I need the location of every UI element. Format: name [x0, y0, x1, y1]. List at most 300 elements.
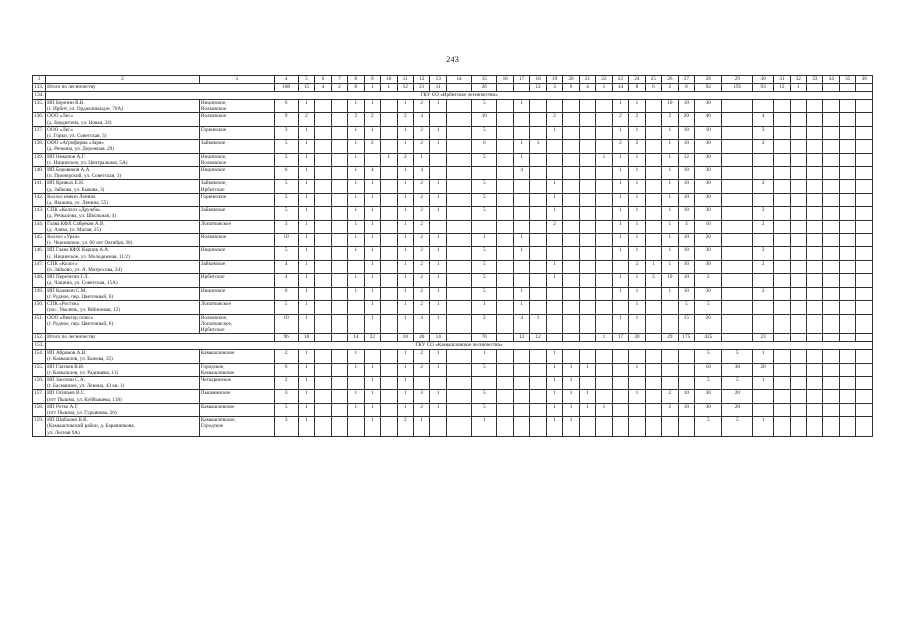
value-cell — [678, 417, 694, 437]
value-cell — [596, 140, 612, 153]
value-cell: 1 — [397, 247, 413, 260]
value-cell — [790, 140, 806, 153]
organization-cell — [46, 287, 200, 300]
value-cell: 1 — [579, 363, 595, 376]
value-cell: 1 — [397, 260, 413, 273]
value-cell — [446, 140, 471, 153]
value-cell — [645, 180, 661, 193]
value-cell — [823, 390, 839, 403]
value-cell — [823, 84, 839, 92]
value-cell — [513, 376, 529, 389]
value-cell — [596, 113, 612, 126]
value-cell: 20 — [722, 390, 753, 403]
row-number: 141. — [33, 180, 46, 193]
row-number: 149. — [33, 287, 46, 300]
value-cell: 1 — [612, 220, 628, 233]
organization-cell — [46, 220, 200, 233]
value-cell: 2 — [364, 140, 380, 153]
value-cell — [315, 126, 331, 139]
row-number: 159. — [33, 417, 46, 437]
value-cell: 1 — [790, 84, 806, 92]
district-cell — [199, 350, 274, 363]
value-cell: 1 — [397, 234, 413, 247]
organization-address: (с. Ницинское, ул. Центральная, 5А) — [47, 159, 128, 166]
value-cell: 1 — [397, 180, 413, 193]
value-cell: 2 — [662, 113, 678, 126]
value-cell: 1 — [298, 403, 314, 416]
value-cell — [348, 376, 364, 389]
value-cell — [546, 153, 562, 166]
value-cell: 5 — [722, 350, 753, 363]
district-name: Ирбитское — [200, 326, 225, 333]
value-cell — [381, 234, 397, 247]
value-cell: 20 — [753, 363, 774, 376]
value-cell: 2 — [348, 113, 364, 126]
organization-cell — [46, 314, 200, 334]
value-cell — [612, 390, 628, 403]
table-row — [33, 126, 873, 139]
value-cell: 10 — [695, 126, 722, 139]
value-cell — [331, 220, 347, 233]
value-cell — [381, 287, 397, 300]
district-name: Камышловское — [200, 403, 235, 410]
value-cell — [839, 274, 855, 287]
district-name: Четкаринское — [200, 376, 232, 383]
value-cell — [856, 363, 873, 376]
value-cell: 1 — [298, 140, 314, 153]
value-cell: 1 — [413, 153, 429, 166]
value-cell — [530, 153, 546, 166]
value-cell — [579, 417, 595, 437]
value-cell: 1 — [612, 207, 628, 220]
value-cell — [546, 301, 562, 314]
value-cell — [856, 403, 873, 416]
value-cell — [612, 417, 628, 437]
value-cell — [856, 247, 873, 260]
value-cell — [579, 167, 595, 180]
district-name: Волковское, — [200, 314, 228, 321]
value-cell — [839, 220, 855, 233]
value-cell: 3 — [753, 126, 774, 139]
row-number: 140. — [33, 167, 46, 180]
value-cell: 10 — [662, 100, 678, 113]
value-cell — [446, 417, 471, 437]
value-cell — [497, 301, 513, 314]
value-cell — [856, 274, 873, 287]
row-number: 156. — [33, 376, 46, 389]
table-row — [33, 390, 873, 403]
table-row — [33, 314, 873, 334]
value-cell — [430, 220, 446, 233]
value-cell — [530, 403, 546, 416]
value-cell: 17 — [612, 334, 628, 342]
organization-address: (д. Якшина, ул. Ленина, 55) — [47, 200, 109, 207]
value-cell — [472, 167, 497, 180]
value-cell — [497, 260, 513, 273]
value-cell — [823, 403, 839, 416]
value-cell: 2 — [753, 140, 774, 153]
organization-name: ИП Шибалин В.В. — [47, 417, 88, 424]
row-number: 153. — [33, 342, 46, 350]
organization-name: ООО «Вектор плюс» — [47, 314, 94, 321]
table-row — [33, 193, 873, 206]
value-cell — [446, 363, 471, 376]
value-cell — [774, 350, 790, 363]
value-cell: 1 — [596, 403, 612, 416]
value-cell — [315, 314, 331, 334]
value-cell — [563, 153, 579, 166]
value-cell: 5 — [472, 193, 497, 206]
organization-cell — [46, 363, 200, 376]
district-cell — [199, 403, 274, 416]
district-cell — [199, 274, 274, 287]
organization-name: СПК «Росток» — [47, 301, 80, 308]
value-cell — [596, 417, 612, 437]
value-cell: 1 — [430, 314, 446, 334]
header-cell: 13 — [430, 76, 446, 84]
value-cell — [823, 247, 839, 260]
page-number: 243 — [446, 54, 459, 64]
value-cell — [839, 193, 855, 206]
value-cell — [331, 193, 347, 206]
value-cell — [315, 140, 331, 153]
value-cell: 20 — [678, 113, 694, 126]
value-cell: 3 — [274, 220, 298, 233]
value-cell: 1 — [629, 207, 645, 220]
value-cell: 1 — [430, 100, 446, 113]
value-cell — [807, 334, 823, 342]
value-cell — [315, 334, 331, 342]
value-cell: 2 — [413, 207, 429, 220]
value-cell — [446, 234, 471, 247]
value-cell: 10 — [472, 113, 497, 126]
value-cell — [722, 153, 753, 166]
value-cell — [530, 390, 546, 403]
value-cell: 30 — [695, 153, 722, 166]
value-cell: 5 — [274, 207, 298, 220]
value-cell: 4 — [413, 167, 429, 180]
value-cell: 2 — [413, 274, 429, 287]
value-cell — [546, 167, 562, 180]
value-cell: 5 — [274, 403, 298, 416]
value-cell — [807, 363, 823, 376]
value-cell — [856, 193, 873, 206]
value-cell: 2 — [413, 234, 429, 247]
organization-address: (д. Зайкова, ул. Быкова, 3) — [47, 186, 105, 193]
value-cell — [381, 417, 397, 437]
header-cell: 9 — [364, 76, 380, 84]
value-cell: 1 — [546, 180, 562, 193]
value-cell — [497, 126, 513, 139]
value-cell: 1 — [629, 126, 645, 139]
value-cell — [497, 84, 513, 92]
value-cell — [430, 153, 446, 166]
value-cell: 1 — [364, 234, 380, 247]
value-cell — [774, 167, 790, 180]
value-cell: 18 — [298, 334, 314, 342]
value-cell: 10 — [678, 390, 694, 403]
value-cell: 1 — [348, 153, 364, 166]
value-cell: 8 — [629, 84, 645, 92]
value-cell — [579, 193, 595, 206]
organization-address: (г. Рудное, пер. Цветочный, 6) — [47, 293, 114, 300]
value-cell — [546, 234, 562, 247]
value-cell — [774, 363, 790, 376]
value-cell: 6 — [563, 84, 579, 92]
value-cell — [839, 167, 855, 180]
organization-cell — [46, 301, 200, 314]
header-cell: 28 — [695, 76, 722, 84]
value-cell: 10 — [678, 180, 694, 193]
value-cell: 2 — [662, 390, 678, 403]
value-cell: 1 — [348, 274, 364, 287]
value-cell: 1 — [397, 193, 413, 206]
value-cell — [629, 417, 645, 437]
organization-address: (пгт Пышма, ул. Гурьянова, 26) — [47, 409, 117, 416]
value-cell — [856, 113, 873, 126]
value-cell: 1 — [397, 350, 413, 363]
organization-cell — [46, 126, 200, 139]
value-cell: 18 — [397, 334, 413, 342]
value-cell: 1 — [298, 193, 314, 206]
value-cell — [645, 220, 661, 233]
value-cell — [774, 180, 790, 193]
value-cell — [315, 301, 331, 314]
value-cell: 1 — [596, 334, 612, 342]
organization-cell — [46, 193, 200, 206]
value-cell — [856, 350, 873, 363]
value-cell: 30 — [695, 167, 722, 180]
value-cell — [645, 334, 661, 342]
value-cell: 15 — [298, 84, 314, 92]
district-name: Лопатковское — [200, 301, 231, 308]
value-cell: 1 — [612, 100, 628, 113]
value-cell — [807, 220, 823, 233]
value-cell — [722, 193, 753, 206]
value-cell — [807, 247, 823, 260]
value-cell: 1 — [596, 153, 612, 166]
value-cell: 5 — [274, 140, 298, 153]
value-cell — [579, 247, 595, 260]
value-cell: 3 — [274, 390, 298, 403]
value-cell — [596, 260, 612, 273]
value-cell — [722, 334, 753, 342]
table-row — [33, 417, 873, 437]
value-cell: 4 — [413, 113, 429, 126]
value-cell — [497, 234, 513, 247]
header-cell: 29 — [722, 76, 753, 84]
organization-cell — [46, 274, 200, 287]
value-cell — [596, 220, 612, 233]
value-cell: 1 — [612, 247, 628, 260]
value-cell — [513, 84, 529, 92]
header-cell: 35 — [839, 76, 855, 84]
value-cell: 2 — [397, 113, 413, 126]
value-cell — [381, 126, 397, 139]
value-cell — [645, 193, 661, 206]
value-cell — [807, 234, 823, 247]
value-cell — [331, 274, 347, 287]
value-cell — [807, 113, 823, 126]
value-cell — [331, 140, 347, 153]
value-cell — [579, 126, 595, 139]
value-cell: 1 — [298, 363, 314, 376]
value-cell: 1 — [629, 234, 645, 247]
value-cell: 5 — [274, 153, 298, 166]
value-cell: 5 — [695, 301, 722, 314]
value-cell — [645, 247, 661, 260]
value-cell — [530, 234, 546, 247]
value-cell: 2 — [274, 376, 298, 389]
value-cell: 1 — [662, 234, 678, 247]
district-name: Городское, — [200, 363, 225, 370]
value-cell: 5 — [274, 180, 298, 193]
value-cell: 1 — [364, 126, 380, 139]
value-cell — [315, 247, 331, 260]
value-cell: 6 — [645, 84, 661, 92]
value-cell — [645, 126, 661, 139]
value-cell — [807, 167, 823, 180]
value-cell: 1 — [430, 126, 446, 139]
value-cell: 4 — [513, 314, 529, 334]
value-cell: 1 — [513, 140, 529, 153]
value-cell — [645, 417, 661, 437]
value-cell — [331, 167, 347, 180]
value-cell — [753, 193, 774, 206]
value-cell — [774, 207, 790, 220]
organization-address: (д. Речкина, ул. Дорожная, 29) — [47, 146, 114, 153]
district-cell — [199, 180, 274, 193]
value-cell — [645, 100, 661, 113]
value-cell — [446, 207, 471, 220]
value-cell — [348, 314, 364, 334]
value-cell: 2 — [413, 247, 429, 260]
value-cell: 1 — [298, 167, 314, 180]
value-cell — [497, 376, 513, 389]
value-cell — [839, 376, 855, 389]
value-cell: 10 — [678, 140, 694, 153]
district-cell — [199, 193, 274, 206]
value-cell — [513, 363, 529, 376]
value-cell: 1 — [629, 363, 645, 376]
value-cell — [839, 126, 855, 139]
organization-cell — [46, 167, 200, 180]
value-cell — [446, 100, 471, 113]
header-cell: 24 — [629, 76, 645, 84]
value-cell: 5 — [472, 260, 497, 273]
value-cell — [381, 334, 397, 342]
value-cell: 3 — [546, 84, 562, 92]
value-cell — [546, 100, 562, 113]
value-cell — [579, 113, 595, 126]
organization-cell — [46, 100, 200, 113]
value-cell — [774, 260, 790, 273]
value-cell: 1 — [298, 220, 314, 233]
organization-address: (с. Черновское, ул. 60 лет Октября, 36) — [47, 240, 133, 247]
value-cell: 1 — [530, 314, 546, 334]
district-cell — [199, 314, 274, 334]
value-cell — [579, 153, 595, 166]
value-cell: 10 — [662, 274, 678, 287]
value-cell — [839, 363, 855, 376]
value-cell — [563, 180, 579, 193]
header-cell: 27 — [678, 76, 694, 84]
row-number: 139. — [33, 153, 46, 166]
value-cell: 1 — [397, 167, 413, 180]
table-row — [33, 274, 873, 287]
value-cell — [662, 301, 678, 314]
value-cell — [790, 234, 806, 247]
value-cell: 1 — [513, 301, 529, 314]
value-cell — [596, 301, 612, 314]
header-cell: 2 — [46, 76, 200, 84]
value-cell: 10 — [678, 287, 694, 300]
value-cell — [446, 247, 471, 260]
value-cell — [790, 247, 806, 260]
section-title: ГКУ СО «Камышловское лесничество» — [46, 342, 873, 350]
value-cell: 4 — [274, 274, 298, 287]
value-cell — [807, 376, 823, 389]
value-cell — [315, 260, 331, 273]
value-cell: 1 — [348, 193, 364, 206]
value-cell: 14 — [348, 334, 364, 342]
value-cell — [662, 314, 678, 334]
row-number: 151. — [33, 314, 46, 334]
section-row — [33, 92, 873, 100]
value-cell — [563, 100, 579, 113]
table-row — [33, 100, 873, 113]
value-cell: 1 — [397, 363, 413, 376]
value-cell: 1 — [430, 403, 446, 416]
district-cell — [199, 100, 274, 113]
value-cell — [446, 274, 471, 287]
value-cell — [774, 153, 790, 166]
value-cell: 1 — [397, 301, 413, 314]
row-number: 135. — [33, 100, 46, 113]
value-cell — [722, 247, 753, 260]
value-cell: 1 — [472, 301, 497, 314]
value-cell: 10 — [678, 126, 694, 139]
value-cell: 1 — [298, 153, 314, 166]
value-cell: 1 — [397, 314, 413, 334]
value-cell — [315, 390, 331, 403]
value-cell — [645, 403, 661, 416]
district-name: Волковское — [200, 159, 227, 166]
value-cell — [856, 153, 873, 166]
value-cell — [807, 100, 823, 113]
district-name: Ницинское, — [200, 100, 227, 106]
value-cell — [662, 363, 678, 376]
value-cell: 2 — [629, 260, 645, 273]
value-cell: 1 — [397, 126, 413, 139]
district-cell — [199, 417, 274, 437]
value-cell: 1 — [298, 417, 314, 437]
organization-name: ИП Осипьев В.С. — [47, 390, 86, 397]
value-cell — [774, 287, 790, 300]
value-cell — [530, 126, 546, 139]
value-cell — [579, 376, 595, 389]
value-cell — [856, 234, 873, 247]
value-cell — [722, 100, 753, 113]
value-cell: 1 — [364, 314, 380, 334]
value-cell — [472, 220, 497, 233]
value-cell — [753, 274, 774, 287]
value-cell — [807, 180, 823, 193]
organization-name: ИП Ротко А.Г. — [47, 403, 79, 410]
value-cell: 4 — [413, 314, 429, 334]
value-cell — [563, 274, 579, 287]
value-cell — [446, 193, 471, 206]
